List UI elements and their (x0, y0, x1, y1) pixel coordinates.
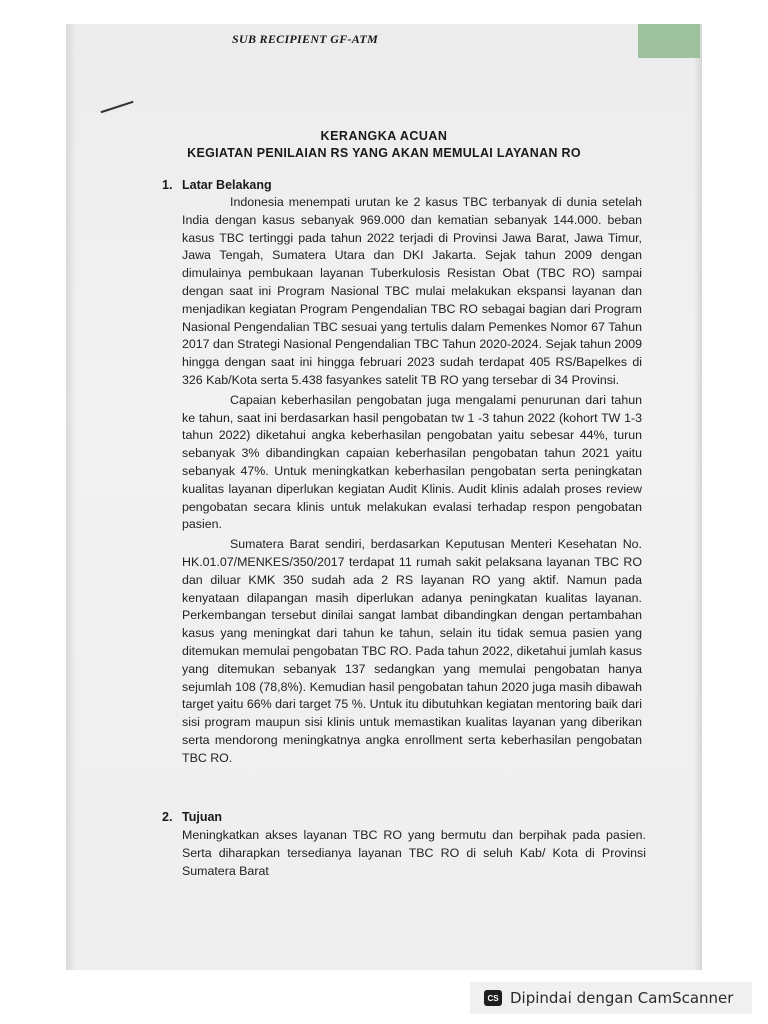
section-title: Latar Belakang (182, 178, 272, 192)
paragraph: Indonesia menempati urutan ke 2 kasus TBC terbanyak di dunia setelah India dengan kasus sebanyak 969.000 dan kematian sebanyak 144.000. beban kasus TBC tertinggi pada tahun 2022 terjadi di Provinsi Jawa Barat, Jawa Timur, Jawa Tengah, Sumatera Utara dan DKI Jakarta. Sejak tahun 2009 dengan dimulainya pembukaan layanan Tuberkulosis Resistan Obat (TBC RO) sampai dengan saat ini Program Nasional TBC mulai melakukan ekspansi layanan dan menjadikan kegiatan Program Pengendalian TBC RO sebagai bagian dari Program Nasional Pengendalian TBC sesuai yang tertulis dalam Pemenkes Nomor 67 Tahun 2017 dan Strategi Nasional Pengendalian TBC Tahun 2020-2024. Sejak tahun 2009 hingga dengan saat ini hingga februari 2023 sudah terdapat 405 RS/Bapelkes di 326 Kab/Kota serta 5.438 fasyankes satelit TB RO yang tersebar di 34 Provinsi. (182, 195, 642, 387)
scanned-page (66, 24, 702, 970)
section-number: 1. (162, 178, 173, 192)
section-body-tujuan: Meningkatkan akses layanan TBC RO yang bermutu dan berpihak pada pasien. Serta diharapkan tersedianya layanan TBC RO di seluh Kab/ Kota di Provinsi Sumatera Barat (182, 828, 646, 878)
title-line-2: KEGIATAN PENILAIAN RS YANG AKAN MEMULAI LAYANAN RO (187, 146, 581, 160)
section-number: 2. (162, 810, 173, 824)
green-paper-tab (638, 24, 700, 58)
document-title (66, 128, 702, 162)
pen-mark (101, 101, 134, 113)
paragraph: Capaian keberhasilan pengobatan juga mengalami penurunan dari tahun ke tahun, saat ini berdasarkan hasil pengobatan tw 1 -3 tahun 2022 (kohort TW 1-3 tahun 2022) diketahui angka keberhasilan pengobatan yaitu sebesar 44%, turun sebanyak 3% dibandingkan capaian keberhasilan pengobatan tahun 2021 yaitu sebanyak 47%. Untuk meningkatkan keberhasilan pengobatan serta peningkatan kualitas layanan diperlukan kegiatan Audit Klinis. Audit klinis adalah proses review pengobatan secara klinis untuk melakukan evalasi terhadap respon pengobatan pasien. (182, 392, 642, 532)
header-tag: SUB RECIPIENT GF-ATM (232, 32, 379, 46)
camscanner-label: Dipindai dengan CamScanner (510, 989, 734, 1007)
camscanner-icon: CS (484, 990, 502, 1006)
section-body-latar-belakang (182, 194, 642, 768)
section-heading-tujuan (162, 810, 222, 824)
camscanner-watermark (470, 982, 752, 1014)
page-edge-shadow-right (694, 24, 702, 970)
title-line-1: KERANGKA ACUAN (320, 129, 448, 143)
page-edge-shadow-left (66, 24, 76, 970)
paragraph: Sumatera Barat sendiri, berdasarkan Keputusan Menteri Kesehatan No. HK.01.07/MENKES/350/2017 terdapat 11 rumah sakit pelaksana layanan TBC RO dan diluar KMK 350 sudah ada 2 RS layanan RO yang aktif. Namun pada kenyataan dilapangan masih diperlukan adanya peningkatan kualitas layanan. Perkembangan tersebut dinilai sangat lambat dibandingkan dengan pertambahan kasus yang meningkat dari tahun ke tahun, selain itu tidak semua pasien yang ditemukan memulai pengobatan TBC RO. Pada tahun 2022, diketahui jumlah kasus yang ditemukan sebanyak 137 sedangkan yang memulai pengobatan hanya sejumlah 108 (78,8%). Kemudian hasil pengobatan tahun 2020 juga masih dibawah target yaitu 66% dari target 75 %. Untuk itu dibutuhkan kegiatan mentoring baik dari sisi program maupun sisi klinis untuk memastikan kualitas layanan yang diberikan serta mendorong meningkatnya angka enrollment serta keberhasilan pengobatan TBC RO. (182, 537, 642, 765)
section-heading-latar-belakang (162, 178, 272, 192)
section-title: Tujuan (182, 810, 223, 824)
